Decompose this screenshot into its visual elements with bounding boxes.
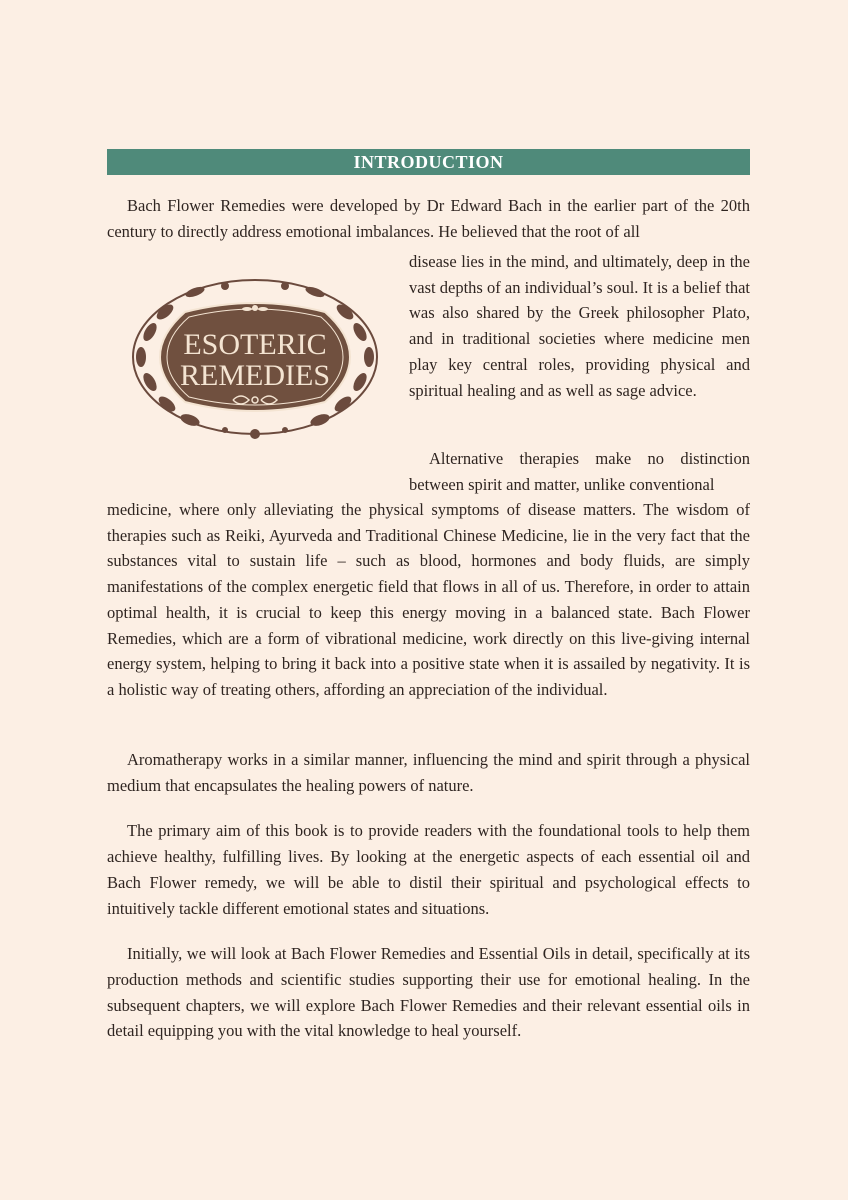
logo-emblem-icon <box>125 272 385 442</box>
section-heading: INTRODUCTION <box>107 149 750 175</box>
paragraph-1-continued: disease lies in the mind, and ultimately, deep in the vast depths of an individual’s soul. It is a belief that was also shared by the Greek philosopher Plato, and in traditional societies where medicine men play key central roles, providing physical and spiritual healing and as well as sage advice. <box>409 252 750 400</box>
esoteric-remedies-logo <box>125 272 385 442</box>
logo-line-2: REMEDIES <box>180 359 330 392</box>
paragraph-2-full-width <box>107 497 750 703</box>
introduction-page <box>107 149 750 244</box>
paragraph-1-wrap-column <box>409 249 750 403</box>
paragraph-bach-intro-part1 <box>107 193 750 244</box>
paragraph-2-rest: medicine, where only alleviating the physical symptoms of disease matters. The wisdom of therapies such as Reiki, Ayurveda and Traditional Chinese Medicine, lie in the very fact that the substances vital to sustain life – such as blood, hormones and body fluids, are simply manifestations of the complex energetic field that flows in all of us. Therefore, in order to attain optimal health, it is crucial to keep this energy moving in a balanced state. Bach Flower Remedies, which are a form of vibrational medicine, work directly on this live-giving internal energy system, helping to bring it back into a positive state when it is assailed by negativity. It is a holistic way of treating others, affording an appreciation of the individual. <box>107 500 750 699</box>
logo-line-1: ESOTERIC <box>183 328 327 361</box>
paragraph-book-aim: The primary aim of this book is to provide readers with the foundational tools to help them achieve healthy, fulfilling lives. By looking at the energetic aspects of each essential oil and Bach Flower remedy, we will be able to distil their spiritual and psychological effects to intuitively tackle different emotional states and situations. <box>107 821 750 918</box>
paragraph-2-start: Alternative therapies make no distinction between spirit and matter, unlike conventional <box>409 449 750 494</box>
remaining-paragraphs <box>107 747 750 1064</box>
paragraph-2-wrap-column <box>409 446 750 497</box>
paragraph-initially: Initially, we will look at Bach Flower Remedies and Essential Oils in detail, specifically at its production methods and scientific studies supporting their use for emotional healing. In the subsequent chapters, we will explore Bach Flower Remedies and their relevant essential oils in detail equipping you with the vital knowledge to heal yourself. <box>107 944 750 1041</box>
paragraph-1-text: Bach Flower Remedies were developed by Dr Edward Bach in the earlier part of the 20th century to directly address emotional imbalances. He believed that the root of all <box>107 196 750 241</box>
paragraph-aromatherapy: Aromatherapy works in a similar manner, influencing the mind and spirit through a physical medium that encapsulates the healing powers of nature. <box>107 750 750 795</box>
